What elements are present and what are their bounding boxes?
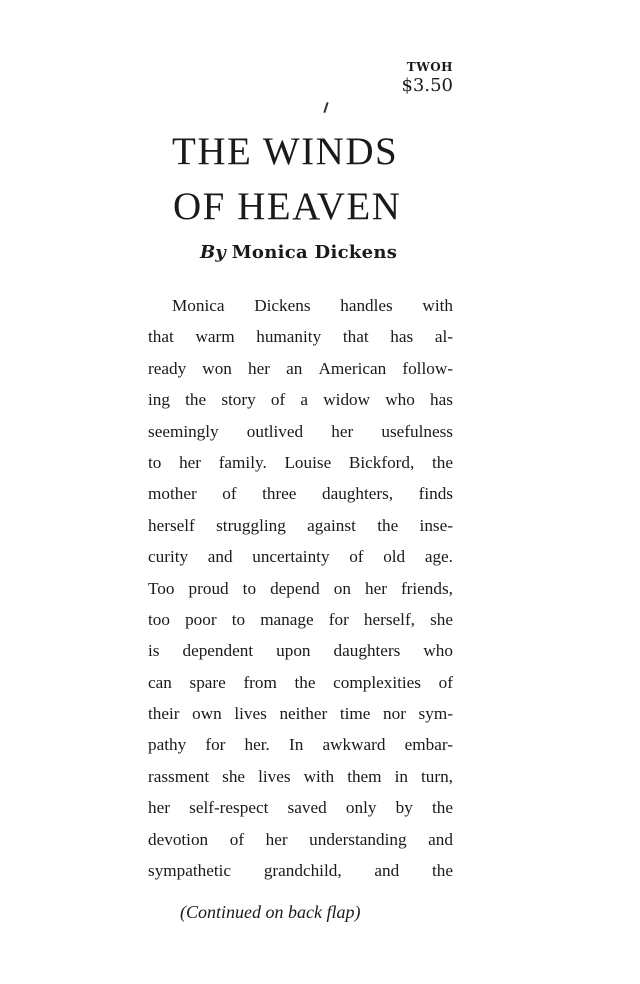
body-line: sympathetic grandchild, and the — [148, 861, 453, 881]
body-line: ready won her an American follow- — [148, 358, 453, 378]
author-name: Monica Dickens — [231, 242, 398, 263]
body-line: to her family. Louise Bickford, the — [148, 452, 453, 472]
title-line-2: OF HEAVEN — [173, 185, 402, 228]
body-line: curity and uncertainty of old age. — [148, 547, 453, 567]
book-title — [172, 124, 472, 234]
body-line: seemingly outlived her usefulness — [148, 421, 453, 441]
continued-note: (Continued on back flap) — [180, 902, 361, 922]
byline — [200, 242, 397, 263]
body-line: can spare from the complexities of — [148, 672, 453, 692]
body-line: devotion of her understanding and — [148, 829, 453, 849]
body-line: mother of three daughters, finds — [148, 484, 453, 504]
description-text — [148, 290, 453, 886]
body-line: her self-respect saved only by the — [148, 798, 453, 818]
body-line: is dependent upon daughters who — [148, 641, 453, 661]
ink-mark — [323, 102, 328, 113]
price: $3.50 — [401, 75, 453, 96]
body-line: that warm humanity that has al- — [148, 327, 453, 347]
byline-by: By — [200, 242, 226, 263]
title-line-1: THE WINDS — [172, 130, 399, 173]
body-line: Monica Dickens handles with — [172, 296, 453, 315]
body-line: Too proud to depend on her friends, — [148, 578, 453, 598]
catalog-code: TWOH — [406, 60, 453, 74]
body-line: herself struggling against the inse- — [148, 515, 453, 535]
body-line: too poor to manage for herself, she — [148, 609, 453, 629]
body-line: pathy for her. In awkward embar- — [148, 735, 453, 755]
body-line: their own lives neither time nor sym- — [148, 704, 453, 724]
body-line: rassment she lives with them in turn, — [148, 766, 453, 786]
body-line: ing the story of a widow who has — [148, 390, 453, 410]
